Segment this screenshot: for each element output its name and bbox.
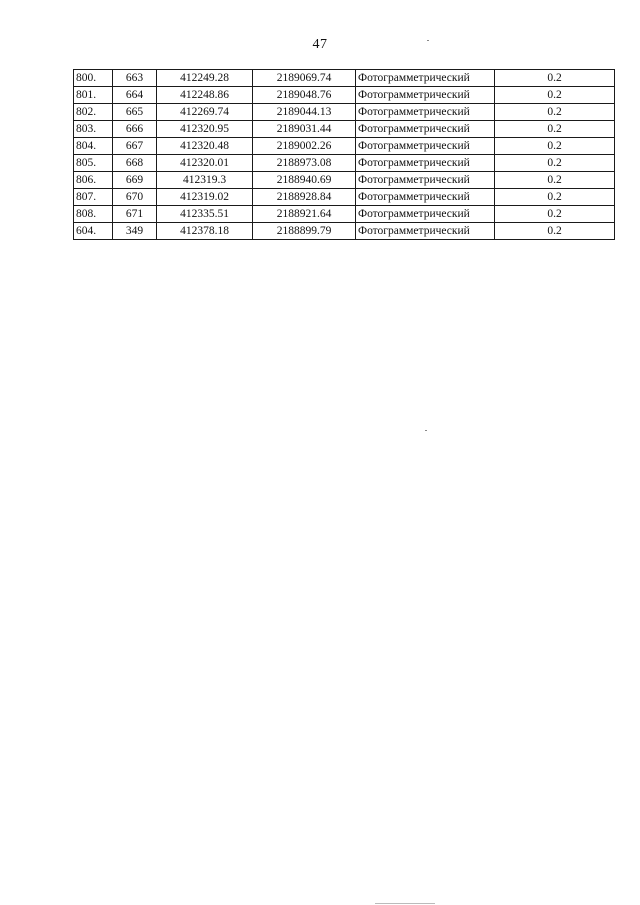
row-number-cell: 604. — [74, 223, 113, 240]
method-cell: Фотограмметрический — [356, 172, 495, 189]
y-coordinate-cell: 2188940.69 — [253, 172, 356, 189]
row-number-cell: 805. — [74, 155, 113, 172]
coordinates-table — [73, 69, 615, 240]
row-number-cell: 803. — [74, 121, 113, 138]
y-coordinate-cell: 2188921.64 — [253, 206, 356, 223]
y-coordinate-cell: 2188899.79 — [253, 223, 356, 240]
method-cell: Фотограмметрический — [356, 138, 495, 155]
row-number-cell: 800. — [74, 70, 113, 87]
accuracy-cell: 0.2 — [495, 104, 615, 121]
x-coordinate-cell: 412269.74 — [157, 104, 253, 121]
scan-speck — [375, 903, 435, 904]
point-id-cell: 670 — [113, 189, 157, 206]
accuracy-cell: 0.2 — [495, 189, 615, 206]
table-row — [74, 138, 615, 155]
table-row — [74, 70, 615, 87]
point-id-cell: 666 — [113, 121, 157, 138]
y-coordinate-cell: 2189002.26 — [253, 138, 356, 155]
method-cell: Фотограмметрический — [356, 206, 495, 223]
table-row — [74, 87, 615, 104]
accuracy-cell: 0.2 — [495, 206, 615, 223]
x-coordinate-cell: 412320.01 — [157, 155, 253, 172]
x-coordinate-cell: 412319.3 — [157, 172, 253, 189]
x-coordinate-cell: 412320.48 — [157, 138, 253, 155]
row-number-cell: 808. — [74, 206, 113, 223]
accuracy-cell: 0.2 — [495, 70, 615, 87]
point-id-cell: 668 — [113, 155, 157, 172]
row-number-cell: 806. — [74, 172, 113, 189]
x-coordinate-cell: 412378.18 — [157, 223, 253, 240]
point-id-cell: 669 — [113, 172, 157, 189]
coordinates-table-body — [74, 70, 615, 240]
row-number-cell: 807. — [74, 189, 113, 206]
x-coordinate-cell: 412319.02 — [157, 189, 253, 206]
y-coordinate-cell: 2189044.13 — [253, 104, 356, 121]
y-coordinate-cell: 2189031.44 — [253, 121, 356, 138]
x-coordinate-cell: 412249.28 — [157, 70, 253, 87]
table-row — [74, 223, 615, 240]
point-id-cell: 671 — [113, 206, 157, 223]
point-id-cell: 663 — [113, 70, 157, 87]
accuracy-cell: 0.2 — [495, 223, 615, 240]
y-coordinate-cell: 2188928.84 — [253, 189, 356, 206]
table-row — [74, 172, 615, 189]
point-id-cell: 664 — [113, 87, 157, 104]
point-id-cell: 665 — [113, 104, 157, 121]
method-cell: Фотограмметрический — [356, 121, 495, 138]
method-cell: Фотограмметрический — [356, 87, 495, 104]
y-coordinate-cell: 2188973.08 — [253, 155, 356, 172]
table-row — [74, 155, 615, 172]
scan-speck — [425, 430, 427, 431]
accuracy-cell: 0.2 — [495, 172, 615, 189]
method-cell: Фотограмметрический — [356, 155, 495, 172]
point-id-cell: 349 — [113, 223, 157, 240]
y-coordinate-cell: 2189069.74 — [253, 70, 356, 87]
point-id-cell: 667 — [113, 138, 157, 155]
method-cell: Фотограмметрический — [356, 104, 495, 121]
method-cell: Фотограмметрический — [356, 223, 495, 240]
accuracy-cell: 0.2 — [495, 138, 615, 155]
table-row — [74, 206, 615, 223]
page-number: 47 — [312, 37, 328, 52]
table-row — [74, 121, 615, 138]
accuracy-cell: 0.2 — [495, 155, 615, 172]
table-row — [74, 189, 615, 206]
table-row — [74, 104, 615, 121]
scan-speck — [427, 40, 429, 41]
accuracy-cell: 0.2 — [495, 121, 615, 138]
row-number-cell: 801. — [74, 87, 113, 104]
x-coordinate-cell: 412320.95 — [157, 121, 253, 138]
x-coordinate-cell: 412248.86 — [157, 87, 253, 104]
row-number-cell: 802. — [74, 104, 113, 121]
row-number-cell: 804. — [74, 138, 113, 155]
y-coordinate-cell: 2189048.76 — [253, 87, 356, 104]
x-coordinate-cell: 412335.51 — [157, 206, 253, 223]
method-cell: Фотограмметрический — [356, 189, 495, 206]
accuracy-cell: 0.2 — [495, 87, 615, 104]
method-cell: Фотограмметрический — [356, 70, 495, 87]
